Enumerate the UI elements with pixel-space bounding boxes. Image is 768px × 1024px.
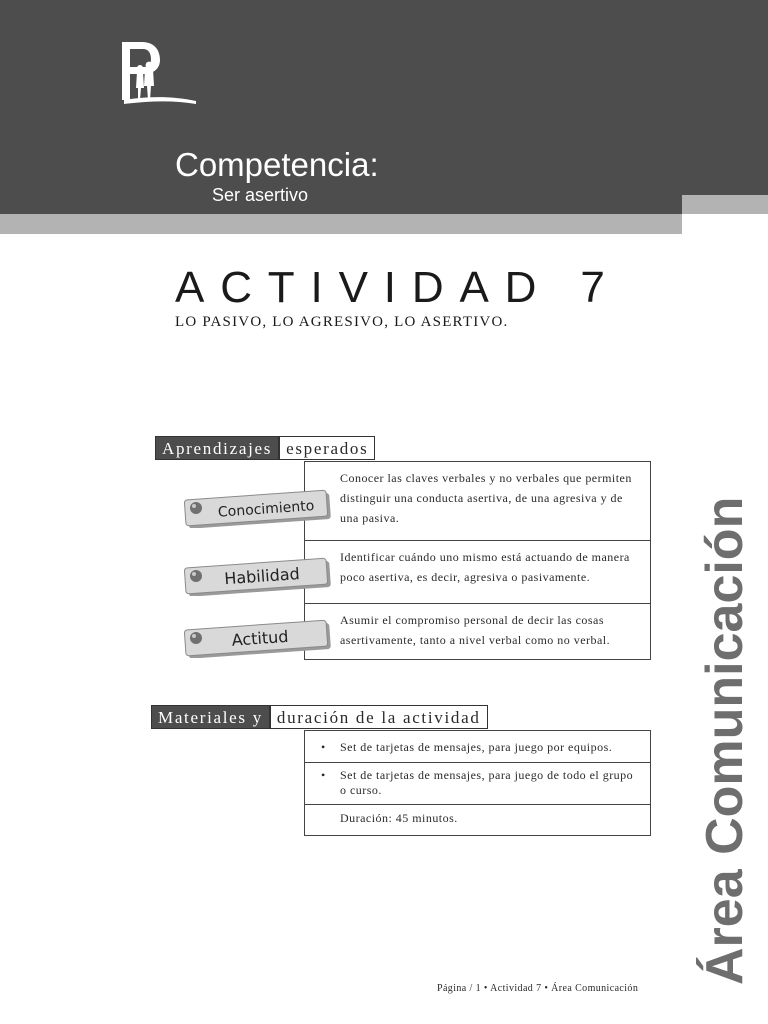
aprendizaje-text-conocimiento: Conocer las claves verbales y no verbales que permiten distinguir una conducta asertiva, de una agresiva y de una pasiva. [340,471,632,525]
aprendizaje-row-conocimiento [305,462,650,541]
competencia-subtitle: Ser asertivo [212,185,309,205]
activity-title: ACTIVIDAD 7 [175,263,621,312]
header-band [0,0,768,214]
aprendizajes-header [155,436,375,460]
bullet: • [321,740,326,754]
material-text: Set de tarjetas de mensajes, para juego de todo el grupo o curso. [340,768,634,797]
competencia-title: Competencia: [175,146,379,183]
aprendizaje-row-habilidad [305,541,650,604]
materiales-header-light: duración de la actividad [270,705,488,729]
aprendizaje-text-actitud: Asumir el compromiso personal de decir las cosas asertivamente, tanto a nivel verbal como no verbal. [340,613,611,647]
aprendizaje-text-habilidad: Identificar cuándo uno mismo está actuando de manera poco asertiva, es decir, agresiva o pasivamente. [340,550,630,584]
duration-item [305,805,650,835]
aprendizajes-table [304,461,651,660]
tag-habilidad [182,556,332,596]
header-stub [682,195,768,214]
footer: Página / 1 • Actividad 7 • Área Comunicación [437,983,639,994]
tag-conocimiento-label: Conocimiento [217,498,315,521]
header-stripe [0,214,682,234]
side-label: Área Comunicación [696,496,754,985]
bullet: • [321,768,326,782]
tag-actitud-label: Actitud [231,626,289,650]
aprendizaje-row-actitud [305,604,650,659]
material-item [305,731,650,763]
tag-conocimiento [182,488,332,528]
tag-actitud [182,618,332,658]
aprendizajes-header-dark: Aprendizajes [155,436,279,460]
pushpin-icon [190,632,202,644]
materiales-header [151,705,488,729]
materiales-table [304,730,651,836]
aprendizajes-header-light: esperados [279,436,375,460]
pushpin-icon [190,502,202,514]
material-text: Set de tarjetas de mensajes, para juego por equipos. [340,740,613,754]
p-logo-icon [118,38,200,108]
materiales-header-dark: Materiales y [151,705,270,729]
material-item [305,763,650,805]
pushpin-icon [190,570,202,582]
activity-subtitle: LO PASIVO, LO AGRESIVO, LO ASERTIVO. [175,314,509,330]
tag-habilidad-label: Habilidad [223,564,301,589]
duration-text: Duración: 45 minutos. [340,811,458,825]
